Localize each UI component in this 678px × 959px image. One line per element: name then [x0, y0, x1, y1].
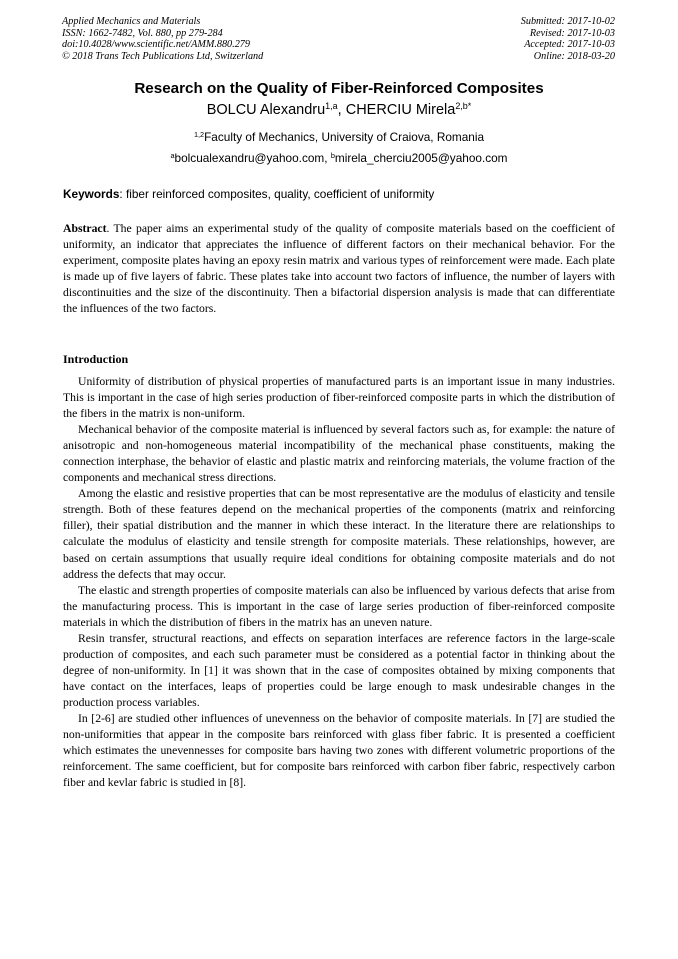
affiliation-marker: 1,2 [193, 129, 205, 139]
issn-line: ISSN: 1662-7482, Vol. 880, pp 279-284 [62, 27, 223, 39]
author-2-affiliation: 2,b* [455, 101, 472, 112]
affiliation [0, 130, 678, 144]
intro-paragraph-3: Among the elastic and resistive properties that can be most representative are the modulus of elasticity and tensile strength. Both of these features depend on the mechanical properties of the components (matrix and reinforcing filler), their spatial distribution and the manner in which these interact. In the literature there are relationships to calculate the modulus of elasticity and tensile strength for composite materials. These relationships, however, are based on certain assumptions that usually require ideal conditions for obtaining composite materials and do not address the defects that may occur. [63, 487, 615, 581]
introduction-heading: Introduction [63, 352, 129, 366]
paper-title: Research on the Quality of Fiber-Reinforced Composites [134, 80, 544, 97]
intro-paragraph-6: In [2-6] are studied other influences of unevenness on the behavior of composite materials. In [7] are studied the non-uniformities that appear in the composite bars reinforced with glass fiber fabric. It is presented a coefficient which estimates the unevennesses for composite bars having two zones with different volumetric proportions of the reinforcement. The same coefficient, but for composite bars reinforced with carbon fiber fabric, respectively carbon fiber and kevlar fabric is studied in [8]. [63, 711, 615, 790]
author-1-affiliation: 1,a [325, 101, 338, 112]
author-list [0, 102, 678, 118]
journal-info [62, 16, 263, 62]
abstract-text: . The paper aims an experimental study of the quality of composite materials based on the coefficient of uniformity, an indicator that appreciates the influence of different factors on their mechanical behavior. For the experiment, composite plates having an epoxy resin matrix and various types of reinforcement were made. Each plate is made up of five layers of fabric. These plates take into account two factors of influence, the number of layers with discontinuities and the size of the discontinuity. Then a bifactorial dispersion analysis is made that can differentiate the influences of the two factors. [63, 222, 615, 316]
abstract-label: Abstract [63, 222, 107, 235]
abstract-paragraph [63, 221, 615, 317]
email-a-marker: a [170, 150, 175, 160]
revised-date: Revised: 2017-10-03 [529, 27, 615, 39]
introduction-body [63, 374, 615, 791]
online-date: Online: 2018-03-20 [533, 50, 615, 62]
author-emails [0, 151, 678, 165]
affiliation-text: Faculty of Mechanics, University of Craiova, Romania [204, 130, 485, 144]
intro-paragraph-5: Resin transfer, structural reactions, and effects on separation interfaces are reference factors in the large-scale production of composites, and each such parameter must be considered as a potential factor in thinking about the degree of non-uniformity. In [1] it was shown that in the case of composites obtained by mixing components that have contact on the interfaces, leaps of properties could be large enough to mask undesirable changes in the production process variables. [63, 631, 615, 709]
email-b-marker: b [330, 150, 335, 160]
author-2: CHERCIU Mirela [345, 102, 456, 118]
abstract [63, 221, 615, 317]
intro-paragraph-2: Mechanical behavior of the composite material is influenced by several factors such as, for example: the nature of anisotropic and non-homogeneous material incompatibility of the mechanical phase constituents, making the connection interphase, the behavior of elastic and plastic matrix and reinforcing materials, the volume fraction of the components and mechanical stress directions. [63, 423, 615, 485]
submission-dates [521, 16, 615, 62]
email-b: mirela_cherciu2005@yahoo.com [334, 151, 508, 165]
copyright-line: © 2018 Trans Tech Publications Ltd, Switzerland [62, 50, 264, 62]
author-separator: , [337, 102, 346, 118]
author-1: BOLCU Alexandru [206, 102, 326, 118]
accepted-date: Accepted: 2017-10-03 [524, 39, 615, 51]
email-a: bolcualexandru@yahoo.com [174, 151, 325, 165]
doi-line: doi:10.4028/www.scientific.net/AMM.880.279 [62, 39, 250, 51]
journal-name: Applied Mechanics and Materials [62, 16, 201, 27]
intro-paragraph-1: Uniformity of distribution of physical properties of manufactured parts is an important issue in many industries. This is important in the case of high series production of fiber-reinforced composite parts in which the distribution of the fibers in the matrix is non-uniform. [63, 375, 615, 421]
keywords-label: Keywords [63, 187, 120, 201]
email-separator: , [324, 151, 331, 165]
keywords-text: : fiber reinforced composites, quality, coefficient of uniformity [119, 187, 435, 201]
intro-paragraph-4: The elastic and strength properties of composite materials can also be influenced by various defects that arise from the manufacturing process. This is important in the case of large series production of fiber-reinforced composite materials in which the distribution of fibers in the matrix has an uneven nature. [63, 583, 615, 629]
submitted-date: Submitted: 2017-10-02 [520, 16, 615, 27]
keywords [63, 187, 615, 201]
